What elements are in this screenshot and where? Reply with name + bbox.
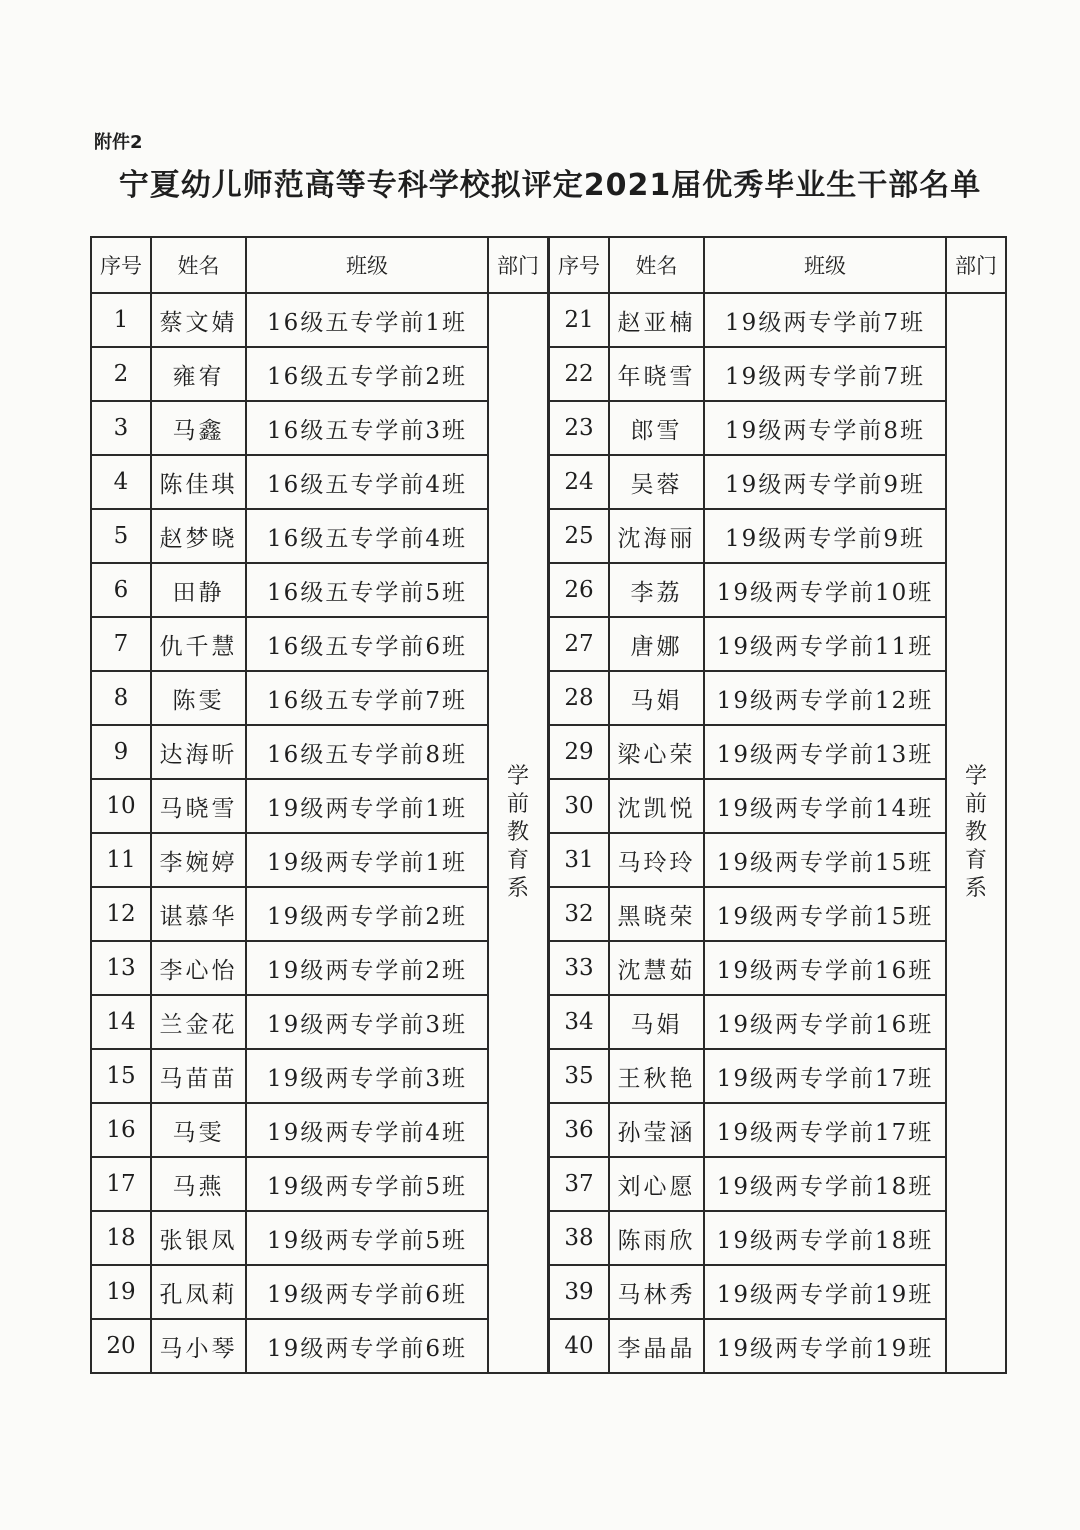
class-name: 16级五专学前3班 <box>246 401 488 455</box>
class-name: 19级两专学前7班 <box>704 293 946 347</box>
roster-table-right <box>548 236 1007 1374</box>
table-row <box>91 455 548 509</box>
student-name: 李荔 <box>609 563 704 617</box>
table-row <box>549 1319 1006 1373</box>
class-name: 16级五专学前4班 <box>246 509 488 563</box>
row-number: 20 <box>91 1319 151 1373</box>
table-row <box>549 779 1006 833</box>
table-row <box>549 671 1006 725</box>
student-name: 兰金花 <box>151 995 246 1049</box>
student-name: 达海昕 <box>151 725 246 779</box>
student-name: 仇千慧 <box>151 617 246 671</box>
student-name: 马苗苗 <box>151 1049 246 1103</box>
student-name: 马林秀 <box>609 1265 704 1319</box>
student-name: 唐娜 <box>609 617 704 671</box>
row-number: 29 <box>549 725 609 779</box>
class-name: 19级两专学前19班 <box>704 1265 946 1319</box>
header-dept: 部门 <box>946 237 1006 293</box>
attachment-label: 附件2 <box>94 132 143 153</box>
student-name: 谌慕华 <box>151 887 246 941</box>
header-name: 姓名 <box>151 237 246 293</box>
document-title: 宁夏幼儿师范高等专科学校拟评定2021届优秀毕业生干部名单 <box>118 168 982 203</box>
row-number: 21 <box>549 293 609 347</box>
table-row <box>549 617 1006 671</box>
row-number: 16 <box>91 1103 151 1157</box>
table-row <box>549 401 1006 455</box>
class-name: 16级五专学前8班 <box>246 725 488 779</box>
row-number: 38 <box>549 1211 609 1265</box>
table-row <box>91 995 548 1049</box>
table-row <box>549 887 1006 941</box>
student-name: 马玲玲 <box>609 833 704 887</box>
table-row <box>549 1103 1006 1157</box>
student-name: 马鑫 <box>151 401 246 455</box>
class-name: 16级五专学前6班 <box>246 617 488 671</box>
class-name: 19级两专学前16班 <box>704 995 946 1049</box>
row-number: 40 <box>549 1319 609 1373</box>
department-char: 前 <box>506 792 529 817</box>
class-name: 19级两专学前1班 <box>246 833 488 887</box>
table-row <box>91 887 548 941</box>
class-name: 19级两专学前2班 <box>246 941 488 995</box>
table-row <box>91 779 548 833</box>
student-name: 张银凤 <box>151 1211 246 1265</box>
student-name: 郎雪 <box>609 401 704 455</box>
class-name: 19级两专学前18班 <box>704 1157 946 1211</box>
table-row <box>549 293 1006 347</box>
table-row <box>91 1049 548 1103</box>
table-row <box>91 563 548 617</box>
row-number: 35 <box>549 1049 609 1103</box>
header-dept: 部门 <box>488 237 548 293</box>
class-name: 16级五专学前2班 <box>246 347 488 401</box>
table-row <box>549 455 1006 509</box>
row-number: 11 <box>91 833 151 887</box>
table-row <box>549 725 1006 779</box>
header-class: 班级 <box>704 237 946 293</box>
class-name: 16级五专学前5班 <box>246 563 488 617</box>
table-row <box>91 509 548 563</box>
student-name: 年晓雪 <box>609 347 704 401</box>
header-no: 序号 <box>91 237 151 293</box>
student-name: 陈佳琪 <box>151 455 246 509</box>
table-row <box>549 509 1006 563</box>
student-name: 王秋艳 <box>609 1049 704 1103</box>
student-name: 李晶晶 <box>609 1319 704 1373</box>
row-number: 33 <box>549 941 609 995</box>
table-row <box>91 1265 548 1319</box>
table-header-row <box>549 237 1006 293</box>
table-row <box>549 995 1006 1049</box>
row-number: 34 <box>549 995 609 1049</box>
class-name: 19级两专学前17班 <box>704 1103 946 1157</box>
department-char: 系 <box>506 876 529 901</box>
student-name: 吴蓉 <box>609 455 704 509</box>
student-name: 沈凯悦 <box>609 779 704 833</box>
row-number: 36 <box>549 1103 609 1157</box>
table-row <box>549 1157 1006 1211</box>
roster-table-left <box>90 236 549 1374</box>
table-row <box>91 671 548 725</box>
row-number: 39 <box>549 1265 609 1319</box>
class-name: 19级两专学前16班 <box>704 941 946 995</box>
class-name: 19级两专学前3班 <box>246 1049 488 1103</box>
row-number: 3 <box>91 401 151 455</box>
class-name: 16级五专学前1班 <box>246 293 488 347</box>
row-number: 2 <box>91 347 151 401</box>
student-name: 马娟 <box>609 671 704 725</box>
row-number: 27 <box>549 617 609 671</box>
row-number: 19 <box>91 1265 151 1319</box>
table-row <box>549 563 1006 617</box>
student-name: 刘心愿 <box>609 1157 704 1211</box>
student-name: 孔凤莉 <box>151 1265 246 1319</box>
student-name: 沈慧茹 <box>609 941 704 995</box>
header-name: 姓名 <box>609 237 704 293</box>
department-char: 学 <box>506 764 529 789</box>
class-name: 16级五专学前4班 <box>246 455 488 509</box>
row-number: 1 <box>91 293 151 347</box>
class-name: 19级两专学前10班 <box>704 563 946 617</box>
row-number: 14 <box>91 995 151 1049</box>
class-name: 19级两专学前15班 <box>704 887 946 941</box>
class-name: 19级两专学前3班 <box>246 995 488 1049</box>
class-name: 19级两专学前5班 <box>246 1211 488 1265</box>
row-number: 4 <box>91 455 151 509</box>
class-name: 19级两专学前9班 <box>704 509 946 563</box>
row-number: 31 <box>549 833 609 887</box>
department-cell <box>946 293 1006 1373</box>
department-cell <box>488 293 548 1373</box>
row-number: 15 <box>91 1049 151 1103</box>
student-name: 赵亚楠 <box>609 293 704 347</box>
table-row <box>91 347 548 401</box>
row-number: 24 <box>549 455 609 509</box>
row-number: 5 <box>91 509 151 563</box>
row-number: 8 <box>91 671 151 725</box>
class-name: 19级两专学前1班 <box>246 779 488 833</box>
student-name: 马晓雪 <box>151 779 246 833</box>
class-name: 19级两专学前2班 <box>246 887 488 941</box>
table-row <box>91 1157 548 1211</box>
row-number: 26 <box>549 563 609 617</box>
class-name: 19级两专学前18班 <box>704 1211 946 1265</box>
table-row <box>549 1265 1006 1319</box>
row-number: 17 <box>91 1157 151 1211</box>
table-row <box>91 1103 548 1157</box>
student-name: 赵梦晓 <box>151 509 246 563</box>
table-row <box>91 401 548 455</box>
student-name: 田静 <box>151 563 246 617</box>
class-name: 19级两专学前8班 <box>704 401 946 455</box>
student-name: 蔡文婧 <box>151 293 246 347</box>
class-name: 19级两专学前9班 <box>704 455 946 509</box>
department-char: 育 <box>964 848 987 873</box>
class-name: 19级两专学前14班 <box>704 779 946 833</box>
student-name: 梁心荣 <box>609 725 704 779</box>
student-name: 李心怡 <box>151 941 246 995</box>
student-name: 马燕 <box>151 1157 246 1211</box>
department-char: 前 <box>964 792 987 817</box>
class-name: 19级两专学前6班 <box>246 1265 488 1319</box>
row-number: 25 <box>549 509 609 563</box>
class-name: 19级两专学前7班 <box>704 347 946 401</box>
table-body-right <box>549 293 1006 1373</box>
table-row <box>91 1319 548 1373</box>
table-row <box>91 617 548 671</box>
header-no: 序号 <box>549 237 609 293</box>
table-row <box>549 941 1006 995</box>
student-name: 雍宥 <box>151 347 246 401</box>
class-name: 19级两专学前5班 <box>246 1157 488 1211</box>
table-row <box>549 1211 1006 1265</box>
student-name: 陈雯 <box>151 671 246 725</box>
student-name: 孙莹涵 <box>609 1103 704 1157</box>
table-row <box>91 725 548 779</box>
row-number: 32 <box>549 887 609 941</box>
row-number: 7 <box>91 617 151 671</box>
row-number: 22 <box>549 347 609 401</box>
class-name: 19级两专学前17班 <box>704 1049 946 1103</box>
class-name: 19级两专学前19班 <box>704 1319 946 1373</box>
row-number: 12 <box>91 887 151 941</box>
department-char: 教 <box>964 820 987 845</box>
class-name: 19级两专学前4班 <box>246 1103 488 1157</box>
department-char: 教 <box>506 820 529 845</box>
row-number: 23 <box>549 401 609 455</box>
student-name: 马娟 <box>609 995 704 1049</box>
row-number: 10 <box>91 779 151 833</box>
class-name: 16级五专学前7班 <box>246 671 488 725</box>
class-name: 19级两专学前11班 <box>704 617 946 671</box>
table-row <box>549 833 1006 887</box>
row-number: 18 <box>91 1211 151 1265</box>
department-char: 系 <box>964 876 987 901</box>
student-name: 黑晓荣 <box>609 887 704 941</box>
department-char: 育 <box>506 848 529 873</box>
table-row <box>91 833 548 887</box>
header-class: 班级 <box>246 237 488 293</box>
row-number: 13 <box>91 941 151 995</box>
table-header-row <box>91 237 548 293</box>
class-name: 19级两专学前6班 <box>246 1319 488 1373</box>
class-name: 19级两专学前13班 <box>704 725 946 779</box>
student-name: 李婉婷 <box>151 833 246 887</box>
student-name: 马雯 <box>151 1103 246 1157</box>
row-number: 30 <box>549 779 609 833</box>
table-row <box>549 347 1006 401</box>
student-name: 陈雨欣 <box>609 1211 704 1265</box>
class-name: 19级两专学前15班 <box>704 833 946 887</box>
row-number: 37 <box>549 1157 609 1211</box>
class-name: 19级两专学前12班 <box>704 671 946 725</box>
student-name: 沈海丽 <box>609 509 704 563</box>
row-number: 6 <box>91 563 151 617</box>
student-name: 马小琴 <box>151 1319 246 1373</box>
table-row <box>91 1211 548 1265</box>
department-char: 学 <box>964 764 987 789</box>
row-number: 28 <box>549 671 609 725</box>
table-row <box>91 293 548 347</box>
row-number: 9 <box>91 725 151 779</box>
table-body-left <box>91 293 548 1373</box>
table-row <box>549 1049 1006 1103</box>
table-row <box>91 941 548 995</box>
